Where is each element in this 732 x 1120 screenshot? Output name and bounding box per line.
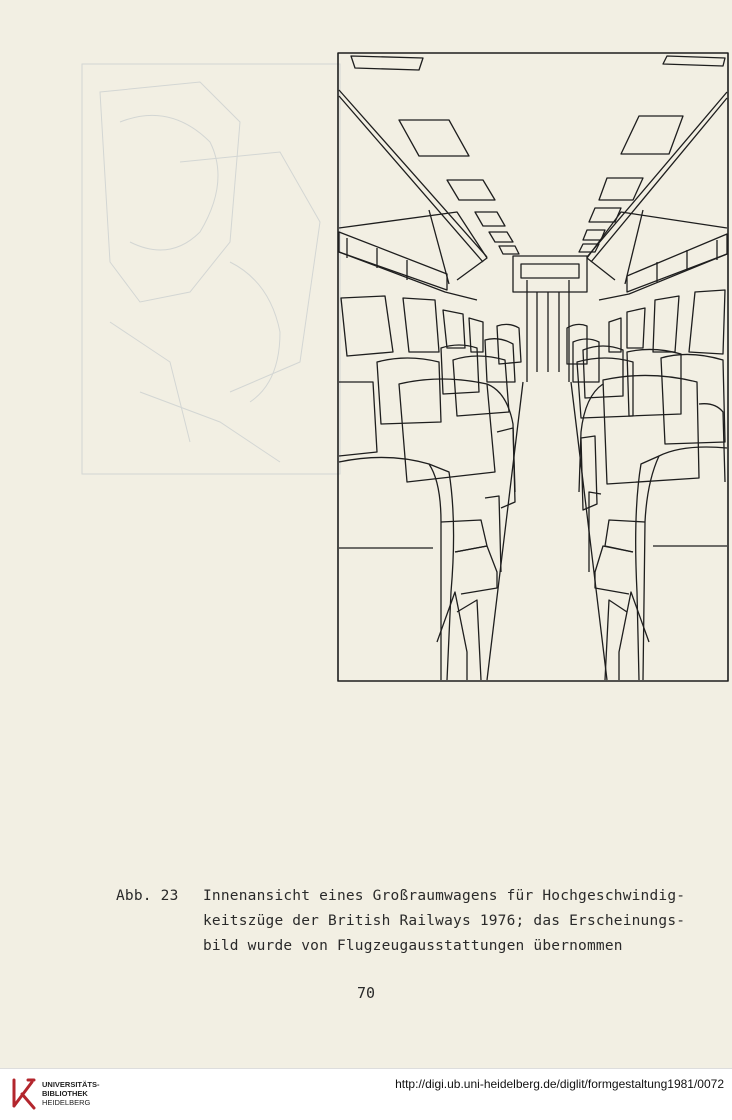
footer-bar (0, 1068, 732, 1120)
university-library-logo-icon[interactable] (8, 1076, 38, 1112)
institution-line-2: BIBLIOTHEK (42, 1089, 88, 1098)
train-interior-illustration (337, 52, 729, 682)
figure-label: Abb. 23 (116, 888, 179, 904)
institution-line-3: HEIDELBERG (42, 1098, 91, 1107)
figure-caption-text: Innenansicht eines Großraumwagens für Hochgeschwindig- keitszüge der British Railways 1976; das Erscheinungs- bild wurde von Flugzeugausstattungen übernommen (203, 888, 686, 954)
page-number: 70 (356, 984, 376, 1002)
bleed-through-drawing (80, 62, 342, 476)
institution-line-1: UNIVERSITÄTS- (42, 1080, 100, 1089)
source-url-link[interactable]: http://digi.ub.uni-heidelberg.de/diglit/formgestaltung1981/0072 (395, 1077, 724, 1091)
institution-name (42, 1080, 100, 1107)
